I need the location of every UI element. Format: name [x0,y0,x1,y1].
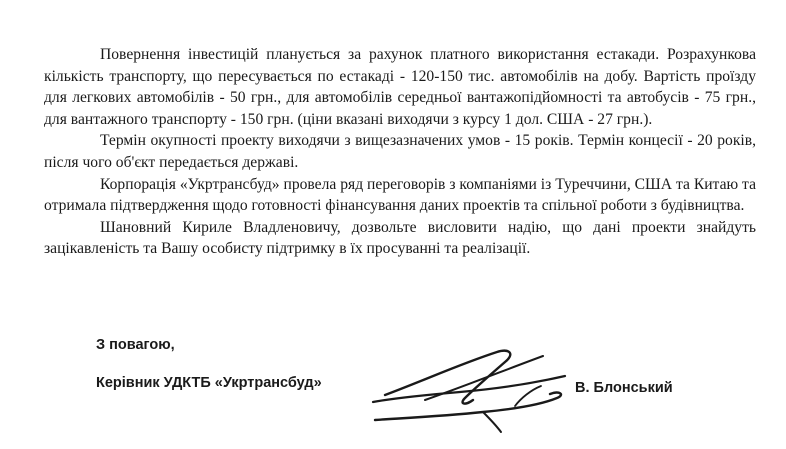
letter-body [44,44,756,260]
signer-position: Керівник УДКТБ «Укртрансбуд» [96,375,322,391]
paragraph-request-support: Шановний Кириле Владленовичу, дозвольте висловити надію, що дані проекти знайдуть зацікавленість та Вашу особисту підтримку в їх просуванні та реалізації. [44,218,756,258]
paragraph-payback-period: Термін окупності проекту виходячи з вищезазначених умов - 15 років. Термін концесії - 20 років, після чого об'єкт передається державі. [44,132,756,171]
paragraph-negotiations: Корпорація «Укртрансбуд» провела ряд переговорів з компаніями із Туреччини, США та Китаю та отримала підтвердження щодо готовності фінансування даних проектів та спільної роботи з будівництва. [44,175,756,215]
closing-phrase: З повагою, [96,337,175,353]
signer-name: В. Блонський [575,380,673,396]
paragraph-investment-return: Повернення інвестицій планується за рахунок платного використання естакади. Розрахункова кількість транспорту, що пересувається по естакаді - 120-150 тис. автомобілів на добу. Вартість проїзду для легкових автомобілів - 50 грн., для автомобілів середньої вантажопідйомності та автобусів - 75 грн., для вантажного транспорту - 150 грн. (ціни вказані виходячи з курсу 1 дол. США - 27 грн.). [44,46,756,128]
handwritten-signature-icon [365,340,580,440]
